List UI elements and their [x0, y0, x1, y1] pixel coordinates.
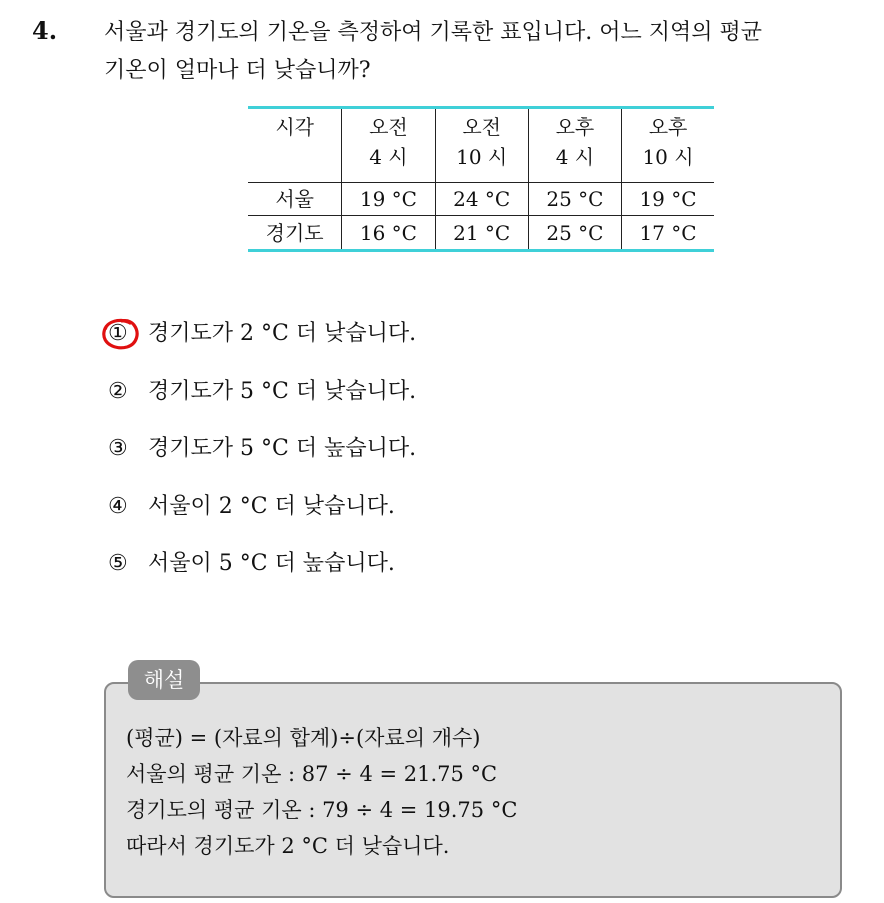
answer-choices: [108, 312, 416, 600]
choice-2[interactable]: [108, 370, 416, 428]
choice-text: 서울이 2 °C 더 낮습니다.: [148, 493, 395, 519]
table-cell: 25 °C: [528, 216, 621, 251]
header-cell-line: 오후: [555, 115, 595, 139]
explanation-content: [126, 720, 517, 864]
header-cell-line: 4 시: [555, 145, 595, 169]
table-cell: 19 °C: [342, 183, 435, 216]
question-number: 4.: [32, 16, 58, 45]
choice-number: ⑤: [108, 551, 128, 576]
choice-number: ④: [108, 493, 128, 519]
header-cell: [342, 108, 435, 183]
answer-mark-circle-icon: [100, 317, 142, 353]
table-cell: 24 °C: [435, 183, 528, 216]
choice-3[interactable]: [108, 427, 416, 485]
temperature-table: [248, 106, 714, 252]
question-text: [104, 14, 874, 90]
choice-text: 경기도가 2 °C 더 낮습니다.: [148, 321, 417, 346]
choice-text: 서울이 5 °C 더 높습니다.: [148, 551, 395, 576]
header-cell: [622, 108, 714, 183]
explanation-line: 경기도의 평균 기온 : 79 ÷ 4 = 19.75 °C: [126, 798, 518, 822]
table-cell: 17 °C: [622, 216, 714, 251]
choice-4[interactable]: [108, 485, 416, 543]
explanation-tab: 해설: [128, 660, 200, 700]
header-cell-line: 오전: [462, 115, 501, 139]
header-cell-line: 10 시: [456, 145, 508, 169]
explanation-line: 따라서 경기도가 2 °C 더 낮습니다.: [126, 834, 450, 858]
explanation-line: 서울의 평균 기온 : 87 ÷ 4 = 21.75 °C: [126, 762, 498, 786]
header-cell: [435, 108, 528, 183]
table-cell: 21 °C: [435, 216, 528, 251]
table-cell: 19 °C: [622, 183, 714, 216]
row-label-gyeonggi: 경기도: [248, 216, 342, 251]
question-line-1: 서울과 경기도의 기온을 측정하여 기록한 표입니다. 어느 지역의 평균: [104, 20, 762, 45]
table-cell: 25 °C: [528, 183, 621, 216]
header-cell-line: 오후: [648, 115, 688, 139]
question-line-2: 기온이 얼마나 더 낮습니까?: [104, 58, 371, 83]
header-cell-time: [248, 108, 342, 183]
choice-number: ③: [108, 436, 128, 461]
table-cell: 16 °C: [342, 216, 435, 251]
row-label-seoul: 서울: [248, 183, 342, 216]
choice-text: 경기도가 5 °C 더 높습니다.: [148, 436, 417, 461]
temperature-table-grid: [248, 106, 714, 252]
table-row-gyeonggi: [248, 216, 714, 251]
choice-number: ①: [108, 321, 128, 346]
header-cell-line: 시각: [275, 115, 314, 139]
header-cell-line: 10 시: [642, 145, 694, 169]
explanation-line: (평균) = (자료의 합계)÷(자료의 개수): [126, 726, 481, 750]
choice-1[interactable]: [108, 312, 416, 370]
table-row-seoul: [248, 183, 714, 216]
header-cell-line: 4 시: [369, 145, 408, 169]
header-cell: [528, 108, 621, 183]
header-cell-line: 오전: [369, 115, 408, 139]
choice-text: 경기도가 5 °C 더 낮습니다.: [148, 378, 417, 404]
choice-5[interactable]: [108, 542, 416, 600]
choice-number: ②: [108, 378, 128, 404]
table-header-row: [248, 108, 714, 183]
